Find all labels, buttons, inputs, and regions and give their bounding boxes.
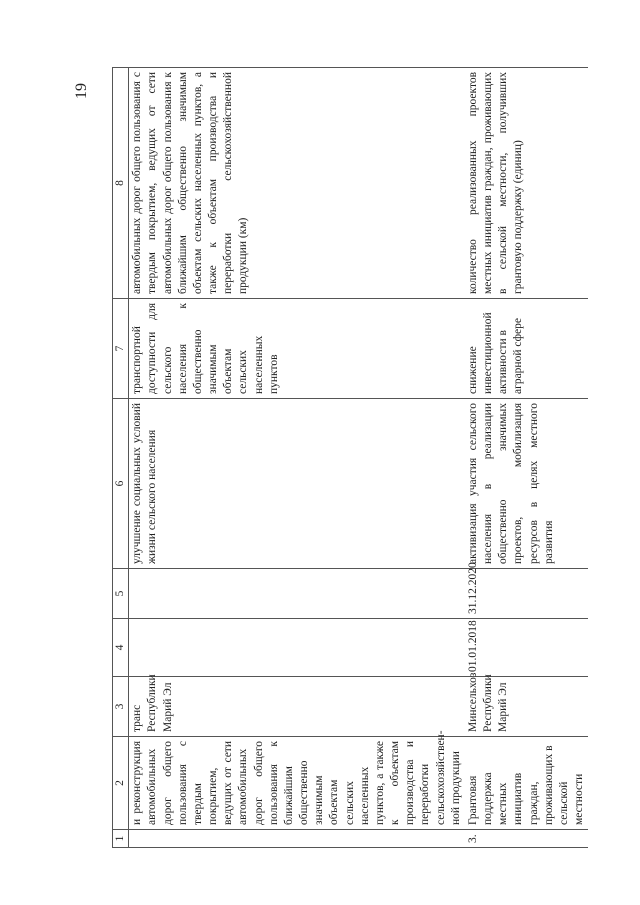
measure-name-cell: Грантовая поддержка местных инициатив граждан, проживающих в сельской местности [465, 737, 588, 830]
column-number-header: 4 [113, 619, 129, 677]
column-number-header: 1 [113, 830, 129, 848]
column-number-header: 5 [113, 569, 129, 619]
expected-result-cell: улучшение социальных условий жизни сельского населения [129, 399, 465, 569]
executor-cell: Минсельхоз Республики Марий Эл [465, 677, 588, 737]
start-date-cell [129, 619, 465, 677]
column-number-header: 3 [113, 677, 129, 737]
table-header-row [113, 68, 129, 848]
executor-cell: транс Республики Марий Эл [129, 677, 465, 737]
column-number-header: 2 [113, 737, 129, 830]
expected-result-cell: активизация участия сельского населения в реализации общественно значимых проектов, мобилизация ресурсов в целях местного развития [465, 399, 588, 569]
row-number-cell: 3. [465, 830, 588, 848]
consequence-cell: снижение инвестиционной активности в аграрной сфере [465, 299, 588, 399]
table-row [465, 68, 588, 848]
end-date-cell: 31.12.2020 [465, 569, 588, 619]
column-number-header: 8 [113, 68, 129, 299]
row-number-cell [129, 830, 465, 848]
start-date-cell: 01.01.2018 [465, 619, 588, 677]
indicator-cell: количество реализованных проектов местных инициатив граждан, проживающих в сельской местности, получивших грантовую поддержку (единиц) [465, 68, 588, 299]
column-number-header: 7 [113, 299, 129, 399]
measure-name-cell: и реконструкция автомобильных дорог общего пользования с твердым покрытием, ведущих от сети автомобильных дорог общего пользования к ближайшим общественно значимым объектам сельских населенных пунктов, а также к объектам производства и переработки сельскохозяйствен-ной продукции [129, 737, 465, 830]
table-row [129, 68, 465, 848]
column-number-header: 6 [113, 399, 129, 569]
consequence-cell: транспортной доступности для сельского населения к общественно значимым объектам сельских населенных пунктов [129, 299, 465, 399]
program-table [112, 67, 588, 848]
rotated-table-wrapper [112, 68, 586, 848]
page-number: 19 [73, 83, 90, 99]
indicator-cell: автомобильных дорог общего пользования с твердым покрытием, ведущих от сети автомобильных дорог общего пользования к ближайшим общественно значимым объектам сельских населенных пунктов, а также к объектам производства и переработки сельскохозяйственной продукции (км) [129, 68, 465, 299]
end-date-cell [129, 569, 465, 619]
